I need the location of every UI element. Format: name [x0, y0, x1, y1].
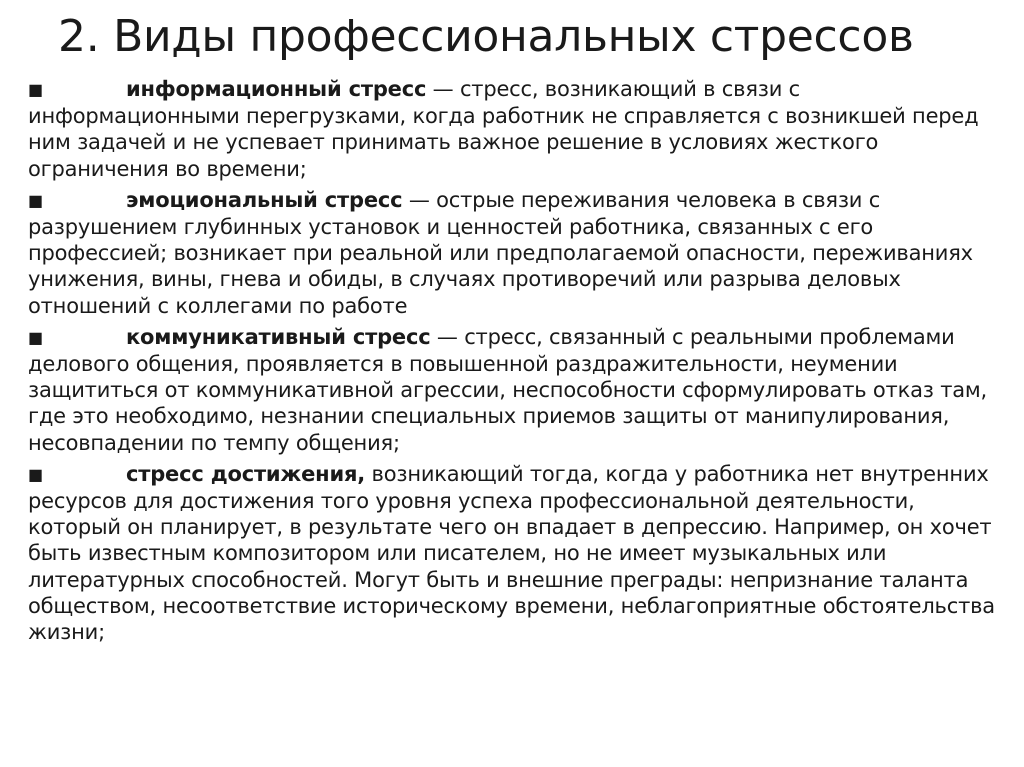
bullet-term: информационный стресс [126, 77, 427, 101]
bullet-term: эмоциональный стресс [126, 187, 403, 212]
bullet-text: — стресс, возникающий в связи с информационными перегрузками, когда работник не справляется с возникшей перед ним задачей и не успевает принимать важное решение в условиях жесткого ограничения во времени; [28, 77, 979, 181]
bullet-text: — острые переживания человека в связи с разрушением глубинных установок и ценностей работника, связанных с его профессией; возникает при реальной или предполагаемой опасности, переживаниях унижения, вины, гнева и обиды, в случаях противоречий или разрыва деловых отношений с коллегами по работе [28, 187, 973, 318]
bullet-item-achievement-stress [28, 461, 1010, 645]
bullet-text: — стресс, связанный с реальными проблемами делового общения, проявляется в повышенной раздражительности, неумении защититься от коммуникативной агрессии, неспособности сформулировать отказ там, где это необходимо, незнании специальных приемов защиты от манипулирования, несовпадении по темпу общения; [28, 324, 988, 455]
square-bullet-icon: ■ [28, 327, 43, 347]
bullet-list [28, 76, 1010, 645]
bullet-item-communicative-stress [28, 324, 1010, 456]
square-bullet-icon: ■ [28, 464, 43, 484]
bullet-term: коммуникативный стресс [126, 324, 431, 349]
square-bullet-icon: ■ [28, 190, 43, 210]
slide-title: 2. Виды профессиональных стрессов [58, 11, 914, 62]
square-bullet-icon: ■ [28, 80, 43, 99]
bullet-text: возникающий тогда, когда у работника нет внутренних ресурсов для достижения того уровня успеха профессиональной деятельности, который он планирует, в результате чего он впадает в депрессию. Например, он хочет быть известным композитором или писателем, но не имеет музыкальных или литературных способностей. Могут быть и внешние преграды: непризнание таланта обществом, несоответствие историческому времени, неблагоприятные обстоятельства жизни; [28, 461, 995, 645]
bullet-item-emotional-stress [28, 187, 1010, 319]
bullet-term: стресс достижения, [126, 461, 366, 486]
bullet-item-informational-stress [28, 76, 1010, 182]
